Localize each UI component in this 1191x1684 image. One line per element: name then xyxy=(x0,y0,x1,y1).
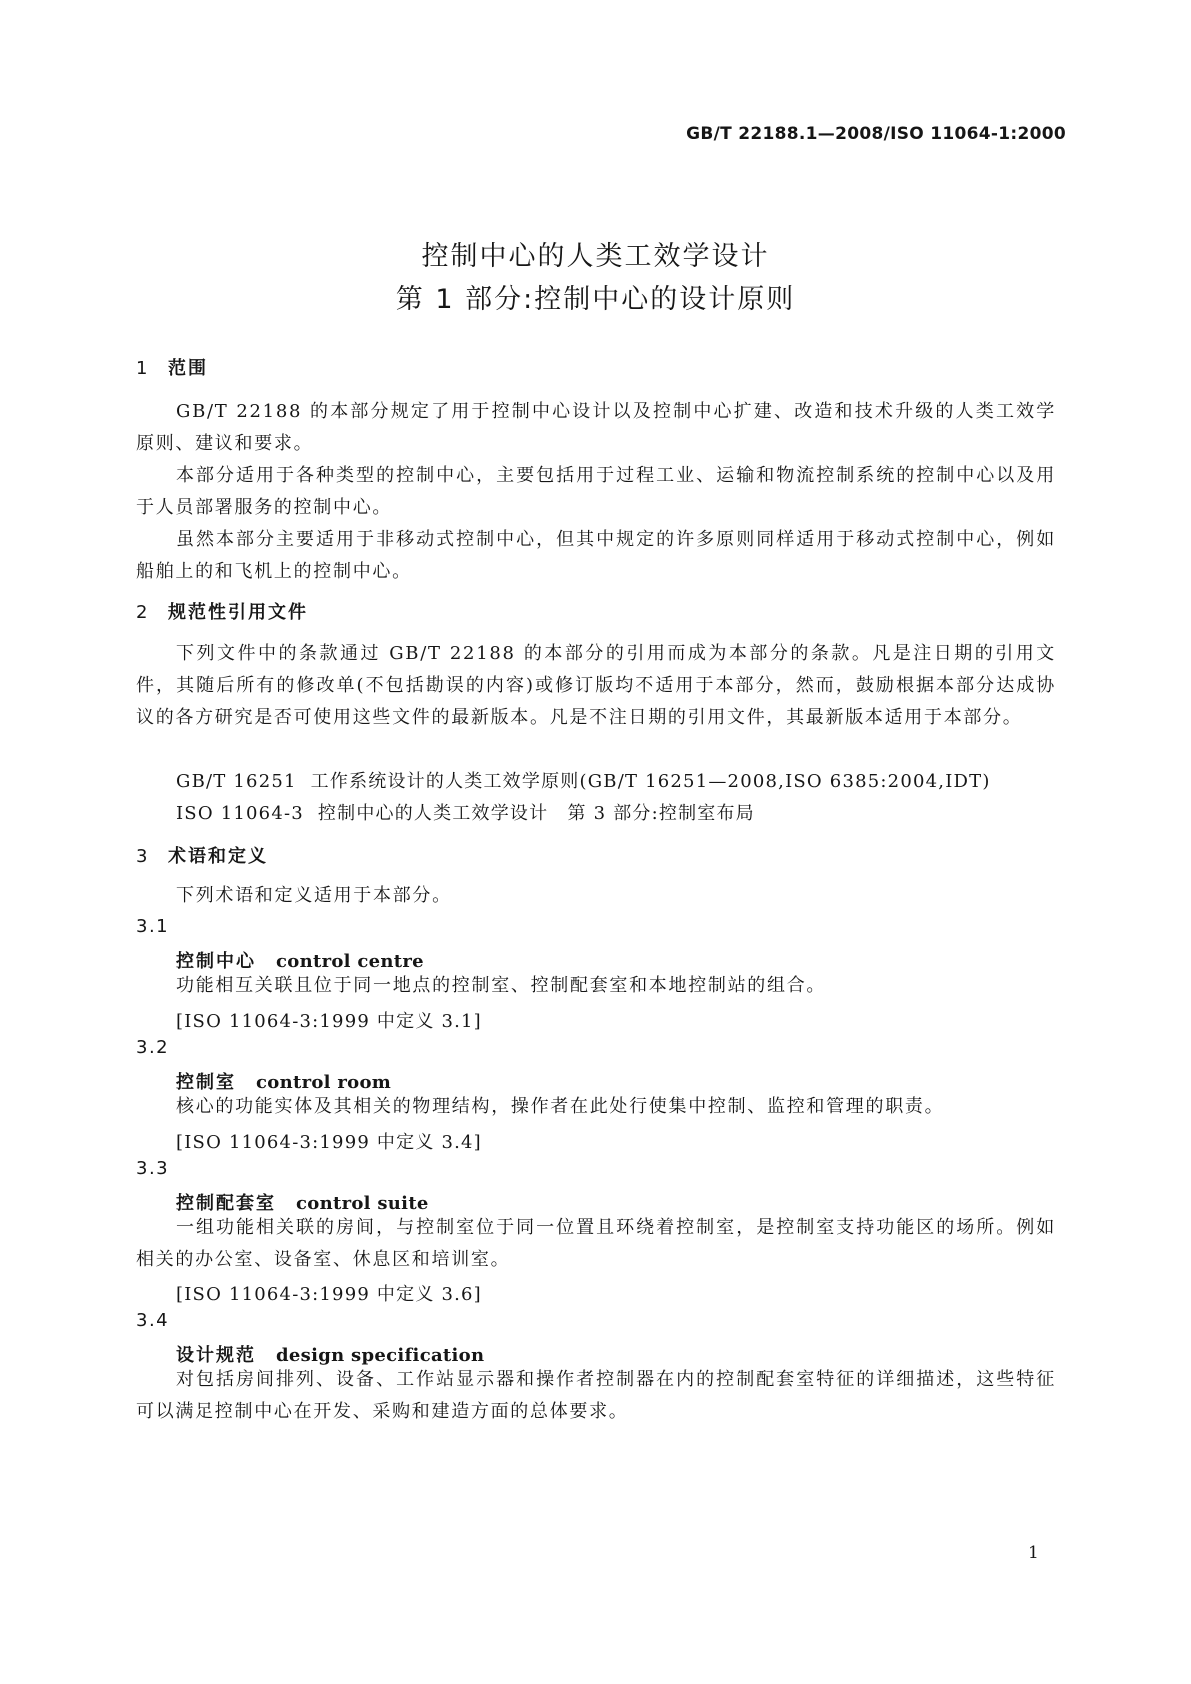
document-title-line2: 第 1 部分:控制中心的设计原则 xyxy=(395,284,796,315)
reference-entry xyxy=(176,799,755,825)
term-source: [ISO 11064-3:1999 中定义 3.6] xyxy=(176,1284,482,1305)
section-title: 术语和定义 xyxy=(168,846,268,867)
clause-number: 3.3 xyxy=(136,1158,170,1179)
clause-number: 3.4 xyxy=(136,1310,170,1331)
section-number: 1 xyxy=(136,358,148,379)
body-paragraph: 虽然本部分主要适用于非移动式控制中心，但其中规定的许多原则同样适用于移动式控制中心，例如船舶上的和飞机上的控制中心。 xyxy=(136,529,1056,582)
clause-number: 3.1 xyxy=(136,916,170,937)
section-title: 范围 xyxy=(168,358,208,379)
term-english: control room xyxy=(256,1072,392,1093)
term-english: control centre xyxy=(276,951,424,972)
term-definition: 一组功能相关联的房间，与控制室位于同一位置且环绕着控制室，是控制室支持功能区的场所。例如相关的办公室、设备室、休息区和培训室。 xyxy=(136,1217,1056,1270)
term-source: [ISO 11064-3:1999 中定义 3.4] xyxy=(176,1132,482,1153)
section-heading-scope xyxy=(136,354,208,380)
page-number: 1 xyxy=(1028,1543,1039,1563)
term-definition: 核心的功能实体及其相关的物理结构，操作者在此处行使集中控制、监控和管理的职责。 xyxy=(176,1096,945,1117)
section-heading-normative-references xyxy=(136,598,308,624)
reference-code: ISO 11064-3 xyxy=(176,803,304,824)
body-paragraph: 下列术语和定义适用于本部分。 xyxy=(176,885,452,906)
section-number: 2 xyxy=(136,602,148,623)
reference-entry xyxy=(176,767,991,793)
term-definition: 对包括房间排列、设备、工作站显示器和操作者控制器在内的控制配套室特征的详细描述，这些特征可以满足控制中心在开发、采购和建造方面的总体要求。 xyxy=(136,1369,1056,1422)
term-chinese: 控制室 xyxy=(176,1072,236,1093)
section-heading-terms xyxy=(136,842,268,868)
term-source: [ISO 11064-3:1999 中定义 3.1] xyxy=(176,1011,482,1032)
term-chinese: 设计规范 xyxy=(176,1345,256,1366)
section-title: 规范性引用文件 xyxy=(168,602,308,623)
body-paragraph: GB/T 22188 的本部分规定了用于控制中心设计以及控制中心扩建、改造和技术升级的人类工效学原则、建议和要求。 xyxy=(136,401,1056,454)
reference-title: 控制中心的人类工效学设计 第 3 部分:控制室布局 xyxy=(317,803,755,824)
body-paragraph: 下列文件中的条款通过 GB/T 22188 的本部分的引用而成为本部分的条款。凡是注日期的引用文件，其随后所有的修改单(不包括勘误的内容)或修订版均不适用于本部分，然而，鼓励根据本部分达成协议的各方研究是否可使用这些文件的最新版本。凡是不注日期的引用文件，其最新版本适用于本部分。 xyxy=(136,643,1056,728)
reference-code: GB/T 16251 xyxy=(176,771,297,792)
term-chinese: 控制配套室 xyxy=(176,1193,276,1214)
clause-number: 3.2 xyxy=(136,1037,170,1058)
term-english: control suite xyxy=(296,1193,429,1214)
reference-title: 工作系统设计的人类工效学原则(GB/T 16251—2008,ISO 6385:2004,IDT) xyxy=(310,771,991,792)
document-title-line1: 控制中心的人类工效学设计 xyxy=(421,241,770,272)
term-definition: 功能相互关联且位于同一地点的控制室、控制配套室和本地控制站的组合。 xyxy=(176,975,827,996)
standard-number: GB/T 22188.1—2008/ISO 11064-1:2000 xyxy=(686,124,1066,144)
term-chinese: 控制中心 xyxy=(176,951,256,972)
body-paragraph: 本部分适用于各种类型的控制中心，主要包括用于过程工业、运输和物流控制系统的控制中心以及用于人员部署服务的控制中心。 xyxy=(136,465,1056,518)
section-number: 3 xyxy=(136,846,148,867)
term-english: design specification xyxy=(276,1345,485,1366)
